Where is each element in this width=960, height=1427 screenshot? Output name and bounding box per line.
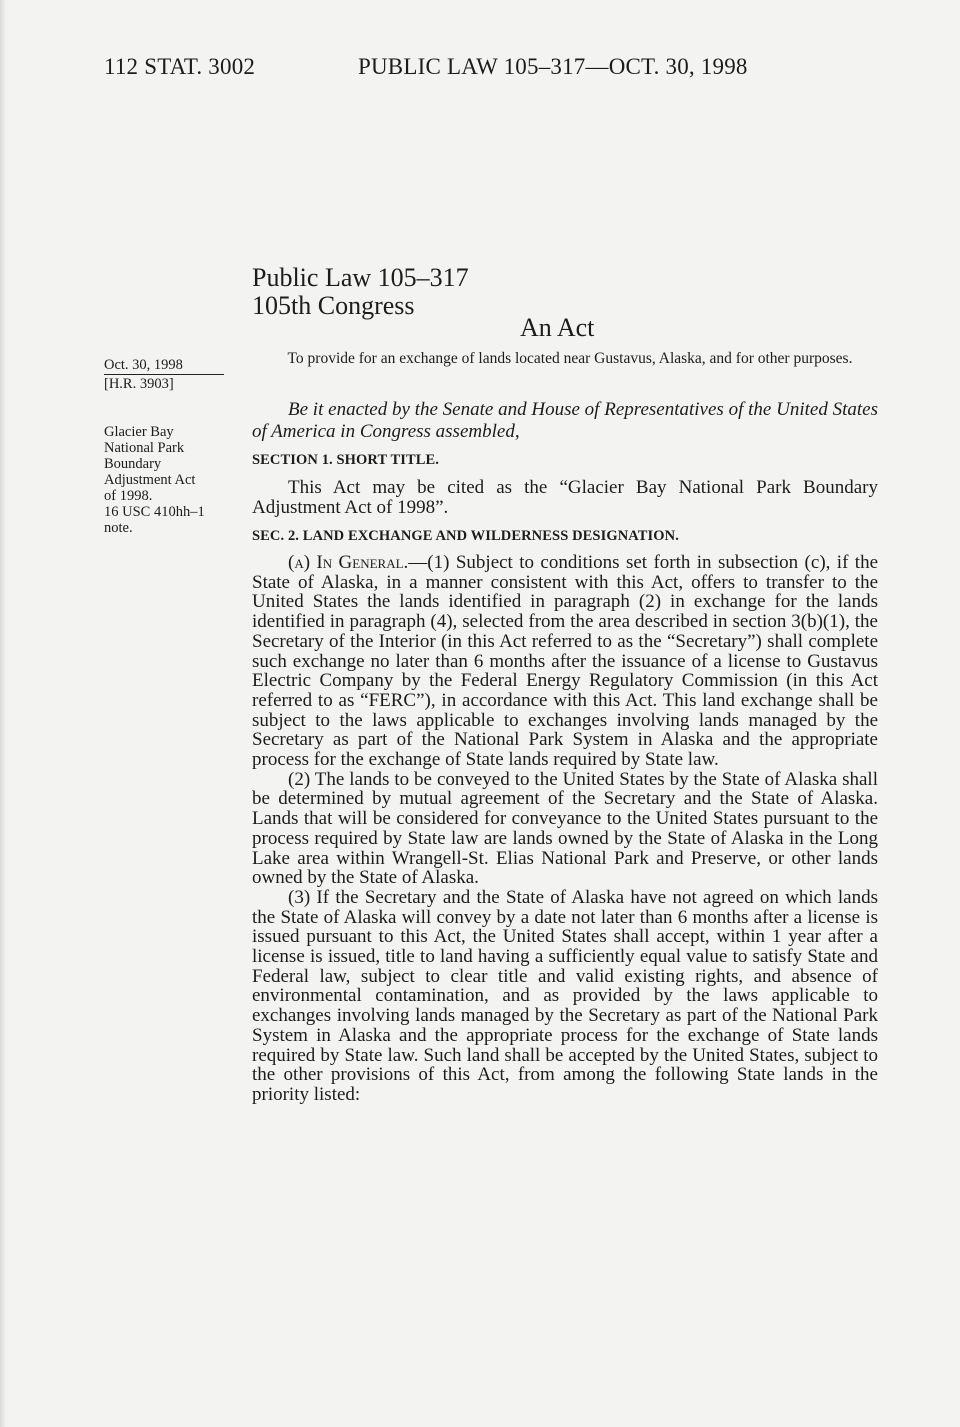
margin-note-line: National Park xyxy=(104,440,185,456)
enacting-clause: Be it enacted by the Senate and House of Representatives of the United States of America in Congress assembled, xyxy=(252,399,878,442)
margin-note-line: note. xyxy=(104,520,133,536)
margin-note-line: Adjustment Act xyxy=(104,472,196,488)
page-edge xyxy=(0,0,6,1427)
section-2-heading: SEC. 2. LAND EXCHANGE AND WILDERNESS DESIGNATION. xyxy=(252,528,679,544)
long-title: To provide for an exchange of lands located near Gustavus, Alaska, and for other purposes. xyxy=(287,350,853,367)
paragraph-a1-text: —(1) Subject to conditions set forth in subsection (c), if the State of Alaska, in a manner consistent with this Act, offers to transfer to the United States the lands identified in paragraph (2) in exchange for the lands identified in paragraph (4), selected from the area described in section 3(b)(1), the Secretary of the Interior (in this Act referred to as the “Secretary”) shall complete such exchange no later than 6 months after the issuance of a license to Gustavus Electric Company by the Federal Energy Regulatory Commission (in this Act referred to as “FERC”), in accordance with this Act. This land exchange shall be subject to the laws applicable to exchanges involving lands managed by the Secretary as part of the National Park System in Alaska and the appropriate process for the exchange of State lands required by State law. xyxy=(252,552,879,771)
act-label: An Act xyxy=(520,313,595,342)
law-title-block xyxy=(252,264,469,320)
bill-number: [H.R. 3903] xyxy=(104,374,224,392)
margin-note-line: 16 USC 410hh–1 xyxy=(104,504,205,520)
paragraph-2: (2) The lands to be conveyed to the United States by the State of Alaska shall be determined by mutual agreement of the Secretary and the State of Alaska. Lands that will be considered for conveyance to the United States pursuant to the process required by State law are lands owned by the State of Alaska in the Long Lake area within Wrangell-St. Elias National Park and Preserve, or other lands owned by the State of Alaska. xyxy=(252,768,878,889)
margin-note-line: Boundary xyxy=(104,456,162,472)
margin-short-title-note xyxy=(104,424,234,536)
subsection-label: (a) In General. xyxy=(288,552,409,573)
margin-date-note xyxy=(104,357,234,392)
section-1-body xyxy=(252,478,878,517)
stat-citation: 112 STAT. 3002 xyxy=(104,54,256,79)
congress: 105th Congress xyxy=(252,291,415,320)
margin-note-line: of 1998. xyxy=(104,488,153,504)
law-header: PUBLIC LAW 105–317—OCT. 30, 1998 xyxy=(358,54,748,79)
paragraph-a1 xyxy=(252,553,878,770)
law-number: Public Law 105–317 xyxy=(252,263,469,292)
paragraph-3: (3) If the Secretary and the State of Alaska have not agreed on which lands the State of Alaska will convey by a date not later than 6 months after a license is issued pursuant to this Act, the United States shall accept, within 1 year after a license is issued, title to land having a sufficiently equal value to satisfy State and Federal law, subject to clear title and valid existing rights, and absence of environmental contamination, and as provided by the laws applicable to exchanges involving lands managed by the Secretary as part of the National Park System in Alaska and the appropriate process for the exchange of State lands required by State law. Such land shall be accepted by the United States, subject to the other provisions of this Act, from among the following State lands in the priority listed: xyxy=(252,886,878,1105)
enactment-date: Oct. 30, 1998 xyxy=(104,357,183,373)
section-1-text: This Act may be cited as the “Glacier Bay National Park Boundary Adjustment Act of 1998”. xyxy=(252,477,878,518)
section-1-heading: SECTION 1. SHORT TITLE. xyxy=(252,452,440,468)
section-2-body xyxy=(252,553,878,1105)
margin-note-line: Glacier Bay xyxy=(104,424,174,440)
